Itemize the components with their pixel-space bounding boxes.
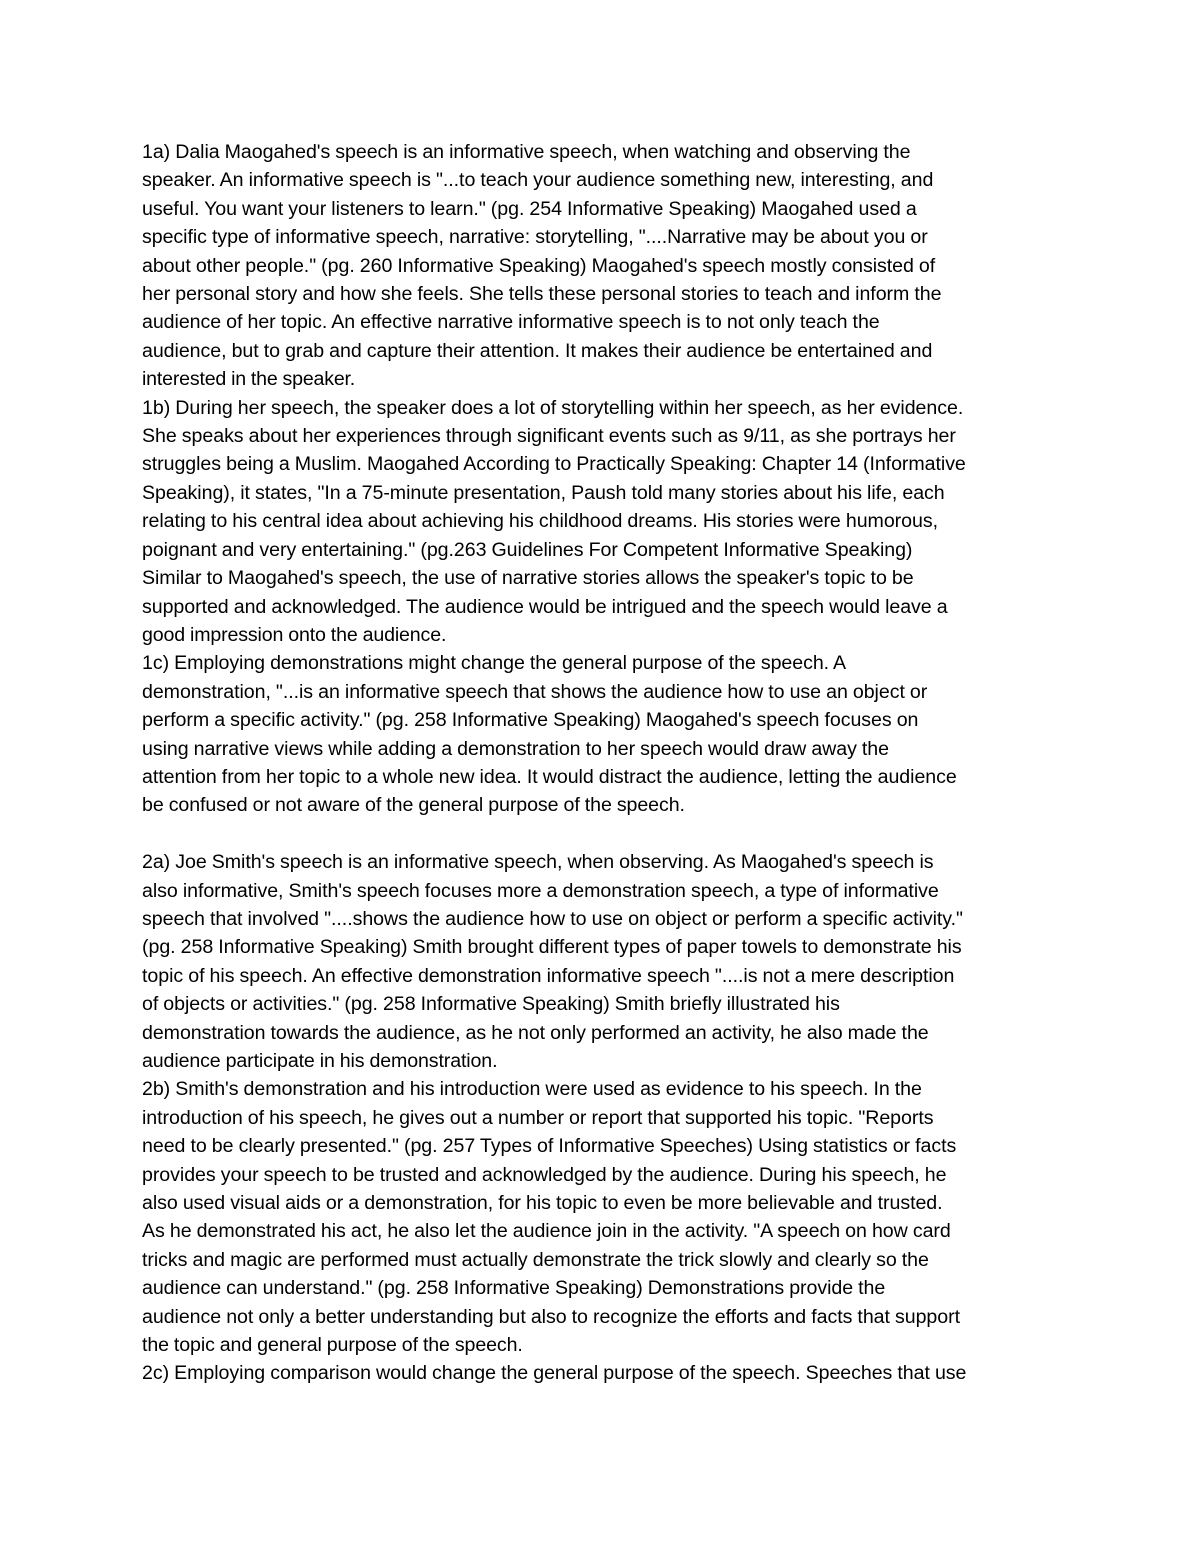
paragraph-2a: [142, 848, 1082, 1075]
text-line: also used visual aids or a demonstration, for his topic to even be more believable and trusted.: [142, 1192, 943, 1215]
text-line: demonstration towards the audience, as he not only performed an activity, he also made the: [142, 1021, 929, 1044]
text-line: struggles being a Muslim. Maogahed According to Practically Speaking: Chapter 14 (Informative: [142, 453, 966, 476]
text-line: 2b) Smith's demonstration and his introduction were used as evidence to his speech. In the: [142, 1078, 922, 1101]
text-line: audience participate in his demonstration.: [142, 1049, 498, 1072]
text-line: of objects or activities." (pg. 258 Informative Speaking) Smith briefly illustrated his: [142, 993, 840, 1016]
text-line: speech that involved "....shows the audience how to use on object or perform a specific activity.": [142, 907, 963, 930]
text-line: relating to his central idea about achieving his childhood dreams. His stories were humorous,: [142, 510, 938, 533]
text-line: audience, but to grab and capture their attention. It makes their audience be entertained and: [142, 339, 933, 362]
text-line: demonstration, "...is an informative speech that shows the audience how to use an object or: [142, 680, 928, 703]
text-line: supported and acknowledged. The audience would be intrigued and the speech would leave a: [142, 595, 948, 618]
paragraph-2c: [142, 1359, 1082, 1387]
text-line: be confused or not aware of the general purpose of the speech.: [142, 794, 685, 817]
document-body: [142, 138, 1082, 1388]
text-line: (pg. 258 Informative Speaking) Smith brought different types of paper towels to demonstrate his: [142, 936, 962, 959]
text-line: good impression onto the audience.: [142, 623, 447, 646]
text-line: attention from her topic to a whole new idea. It would distract the audience, letting the audience: [142, 765, 957, 788]
text-line: about other people." (pg. 260 Informative Speaking) Maogahed's speech mostly consisted of: [142, 254, 936, 277]
text-line: Speaking), it states, "In a 75-minute presentation, Paush told many stories about his life, each: [142, 481, 945, 504]
text-line: specific type of informative speech, narrative: storytelling, "....Narrative may be about you or: [142, 226, 928, 249]
text-line: audience not only a better understanding but also to recognize the efforts and facts that support: [142, 1305, 960, 1328]
text-line: As he demonstrated his act, he also let the audience join in the activity. "A speech on how card: [142, 1220, 951, 1243]
text-line: 1b) During her speech, the speaker does a lot of storytelling within her speech, as her evidence.: [142, 396, 964, 419]
text-line: her personal story and how she feels. She tells these personal stories to teach and inform the: [142, 283, 942, 306]
text-line: 2c) Employing comparison would change the general purpose of the speech. Speeches that use: [142, 1362, 967, 1385]
text-line: poignant and very entertaining." (pg.263 Guidelines For Competent Informative Speaking): [142, 538, 913, 561]
text-line: speaker. An informative speech is "...to teach your audience something new, interesting, and: [142, 169, 934, 192]
text-line: audience of her topic. An effective narrative informative speech is to not only teach the: [142, 311, 880, 334]
text-line: 1a) Dalia Maogahed's speech is an informative speech, when watching and observing the: [142, 141, 911, 163]
text-line: interested in the speaker.: [142, 368, 356, 391]
text-line: tricks and magic are performed must actually demonstrate the trick slowly and clearly so the: [142, 1248, 929, 1271]
text-line: perform a specific activity." (pg. 258 Informative Speaking) Maogahed's speech focuses on: [142, 709, 919, 732]
text-line: audience can understand." (pg. 258 Informative Speaking) Demonstrations provide the: [142, 1277, 886, 1300]
text-line: also informative, Smith's speech focuses more a demonstration speech, a type of informative: [142, 879, 939, 902]
paragraph-2b: [142, 1075, 1082, 1359]
text-line: She speaks about her experiences through significant events such as 9/11, as she portrays her: [142, 425, 956, 448]
text-line: using narrative views while adding a demonstration to her speech would draw away the: [142, 737, 889, 760]
text-line: topic of his speech. An effective demonstration informative speech "....is not a mere description: [142, 964, 955, 987]
text-line: provides your speech to be trusted and acknowledged by the audience. During his speech, he: [142, 1163, 947, 1186]
paragraph-1b: [142, 394, 1082, 650]
text-line: Similar to Maogahed's speech, the use of narrative stories allows the speaker's topic to be: [142, 567, 914, 590]
paragraph-1a: [142, 138, 1082, 394]
paragraph-1c: [142, 649, 1082, 819]
text-line: 2a) Joe Smith's speech is an informative speech, when observing. As Maogahed's speech is: [142, 851, 934, 874]
text-line: 1c) Employing demonstrations might change the general purpose of the speech. A: [142, 652, 847, 675]
text-line: useful. You want your listeners to learn." (pg. 254 Informative Speaking) Maogahed used a: [142, 197, 917, 220]
text-line: introduction of his speech, he gives out a number or report that supported his topic. "Reports: [142, 1106, 934, 1129]
text-line: the topic and general purpose of the speech.: [142, 1334, 523, 1357]
blank-line: [142, 820, 1082, 848]
text-line: need to be clearly presented." (pg. 257 Types of Informative Speeches) Using statistics or facts: [142, 1135, 957, 1158]
